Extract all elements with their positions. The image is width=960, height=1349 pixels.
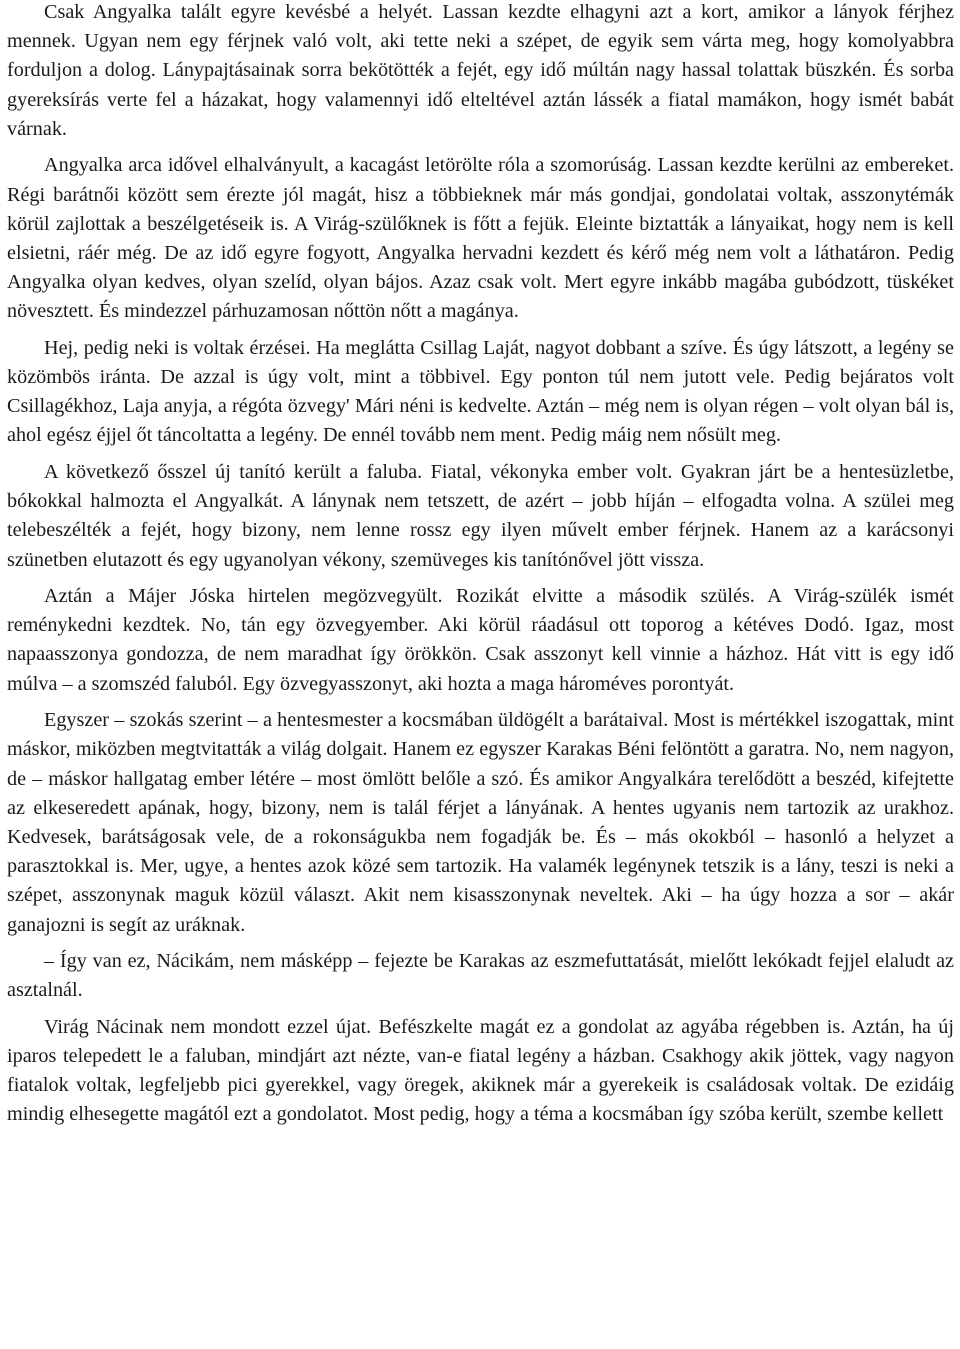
paragraph: Hej, pedig neki is voltak érzései. Ha meglátta Csillag Laját, nagyot dobbant a szíve. És úgy látszott, a legény se közömbös iránta. De azzal is úgy volt, mint a többivel. Egy ponton túl nem jutott vele. Pedig bejáratos volt Csillagékhoz, Laja anyja, a régóta özvegy' Mári néni is kedvelte. Aztán – még nem is olyan régen – volt olyan bál is, ahol egész éjjel őt táncoltatta a legény. De ennél tovább nem ment. Pedig máig nem nősült meg.: [7, 336, 954, 447]
paragraph: Egyszer – szokás szerint – a hentesmester a kocsmában üldögélt a barátaival. Most is mértékkel iszogattak, mint máskor, miközben megtvitatták a világ dolgait. Hanem ez egyszer Karakas Béni felöntött a garatra. No, nem nagyon, de – máskor hallgatag ember létére – most ömlött belőle a szó. És amikor Angyalkára terelődött a beszéd, kifejtette az elkeseredett apának, hogy, bizony, nem is talál férjet a lányának. A hentes ugyanis nem tartozik az urakhoz. Kedvesek, barátságosak vele, de a rokonságukba nem fogadják be. És – más okokból – hasonló a helyzet a parasztokkal is. Mer, ugye, a hentes azok közé sem tartozik. Ha valamék legénynek tetszik is a lány, teszi is neki a szépet, asszonynak maguk közül választ. Akit nem kisasszonynak neveltek. Aki – ha úgy hozza a sor – akár ganajozni is segít az uráknak.: [7, 709, 954, 936]
paragraph: Angyalka arca idővel elhalványult, a kacagást letörölte róla a szomorúság. Lassan kezdte kerülni az embereket. Régi barátnői között sem érezte jól magát, hisz a többieknek már más gondjai, gondolatai voltak, asszonytémák körül zajlottak a beszélgetéseik is. A Virág-szülőknek is főtt a fejük. Eleinte biztatták a lányaikat, hogy nem is kell elsietni, ráér még. De az idő egyre fogyott, Angyalka hervadni kezdett és kérő még nem volt a láthatáron. Pedig Angyalka olyan kedves, olyan szelíd, olyan bájos. Azaz csak volt. Mert egyre inkább magába gubódzott, tüskéket növesztett. És mindezzel párhuzamosan nőttön nőtt a magánya.: [7, 154, 954, 323]
paragraph: Virág Nácinak nem mondott ezzel újat. Befészkelte magát ez a gondolat az agyába régebben is. Aztán, ha új iparos telepedett le a faluban, mindjárt azt nézte, van-e fiatal legény a házban. Csakhogy akik jöttek, vagy nagyon fiatalok voltak, legfeljebb pici gyerekkel, vagy öregek, akiknek már a gyerekeik is családosak voltak. De ezidáig mindig elhesegette magától ezt a gondolatot. Most pedig, hogy a téma a kocsmában így szóba került, szembe kellett: [7, 1015, 954, 1126]
paragraph: A következő ősszel új tanító került a faluba. Fiatal, vékonyka ember volt. Gyakran járt be a hentesüzletbe, bókokkal halmozta el Angyalkát. A lánynak nem tetszett, de azért – jobb híján – elfogadta volna. A szülei meg telebeszélték a fejét, hogy bizony, nem lenne rossz egy ilyen művelt ember férjnek. Hanem az a karácsonyi szünetben elutazott és egy ugyanolyan vékony, szemüveges kis tanítónővel jött vissza.: [7, 460, 954, 571]
paragraph: Aztán a Májer Jóska hirtelen megözvegyült. Rozikát elvitte a második szülés. A Virág-szülék ismét reménykedni kezdtek. No, tán egy özvegyember. Aki körül ráadásul ott toporog a kétéves Dodó. Igaz, most napaasszonya gondozza, de nem maradhat így örökkön. Csak asszonyt kell vinnie a házhoz. Hát vitt is egy idő múlva – a szomszéd faluból. Egy özvegyasszonyt, aki hozta a maga hároméves porontyát.: [7, 585, 954, 695]
paragraph: Csak Angyalka talált egyre kevésbé a helyét. Lassan kezdte elhagyni azt a kort, amikor a lányok férjhez mennek. Ugyan nem egy férjnek való volt, aki tette neki a szépet, de egyik sem várta meg, hogy komolyabbra forduljon a dolog. Lánypajtásainak sorra bekötötték a fejét, egy idő múltán nagy hassal tolattak büszkén. És sorba gyereksírás verte fel a házakat, hogy valamennyi idő elteltével aztán lássék a fiatal mamákon, hogy ismét babát várnak.: [7, 1, 954, 140]
paragraph: – Így van ez, Nácikám, nem másképp – fejezte be Karakas az eszmefuttatását, mielőtt lekókadt fejjel elaludt az asztalnál.: [7, 950, 954, 1002]
